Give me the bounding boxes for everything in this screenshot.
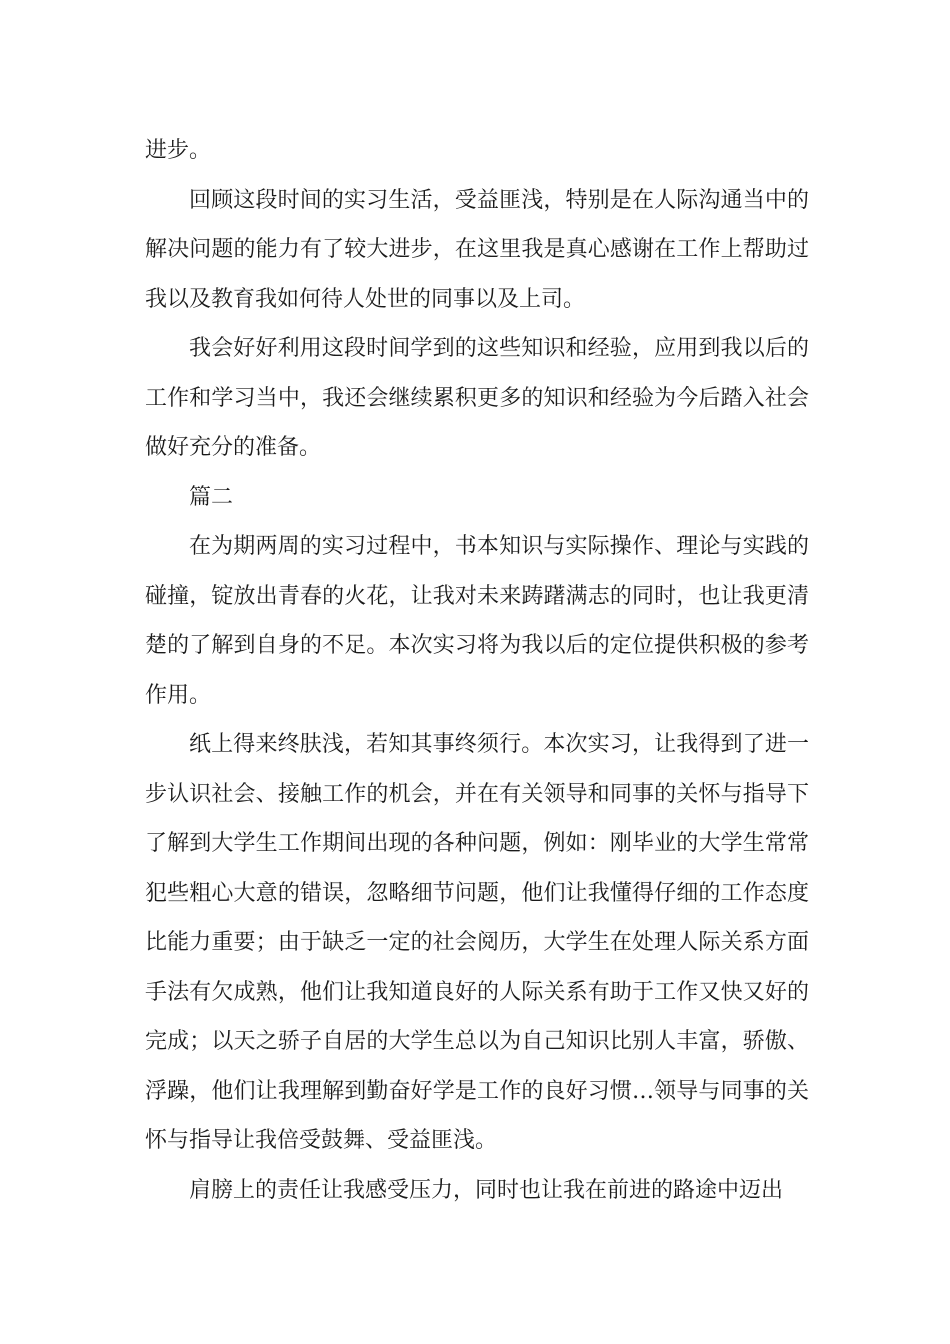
section-heading: 篇二 [189, 484, 234, 510]
paragraph-review: 回顾这段时间的实习生活，受益匪浅，特别是在人际沟通当中的解决问题的能力有了较大进步，在这里我是真心感谢在工作上帮助过我以及教育我如何待人处世的同事以及上司。 [145, 187, 809, 312]
paragraph-plan: 我会好好利用这段时间学到的这些知识和经验，应用到我以后的工作和学习当中，我还会继续累积更多的知识和经验为今后踏入社会做好充分的准备。 [145, 336, 809, 460]
paragraph-internship-intro: 在为期两周的实习过程中，书本知识与实际操作、理论与实践的碰撞，锭放出青春的火花，让我对未来踌躇满志的同时，也让我更清楚的了解到自身的不足。本次实习将为我以后的定位提供积极的参考作用。 [145, 534, 809, 708]
paragraph-internship-lessons: 纸上得来终肤浅，若知其事终须行。本次实习，让我得到了进一步认识社会、接触工作的机会，并在有关领导和同事的关怀与指导下了解到大学生工作期间出现的各种问题，例如：刚毕业的大学生常常犯些粗心大意的错误，忽略细节问题，他们让我懂得仔细的工作态度比能力重要；由于缺乏一定的社会阅历，大学生在处理人际关系方面手法有欠成熟，他们让我知道良好的人际关系有助于工作又快又好的完成；以天之骄子自居的大学生总以为自己知识比别人丰富，骄傲、浮躁，他们让我理解到勤奋好学是工作的良好习惯…领导与同事的关怀与指导让我倍受鼓舞、受益匪浅。 [145, 732, 809, 1153]
document-body [145, 126, 809, 1215]
paragraph-continuation: 进步。 [145, 138, 212, 163]
paragraph-responsibility: 肩膀上的责任让我感受压力，同时也让我在前进的路途中迈出 [189, 1177, 784, 1203]
